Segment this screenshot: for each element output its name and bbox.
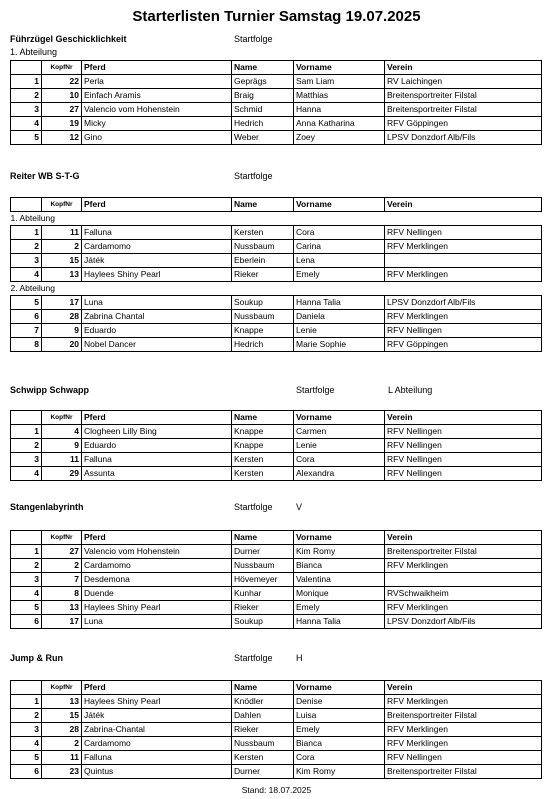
start-nr: 1 bbox=[11, 695, 42, 709]
kopf-nr: 23 bbox=[42, 765, 82, 779]
rider-surname: Kersten bbox=[232, 226, 294, 240]
header-verein: Verein bbox=[385, 411, 542, 425]
horse-name: Quintus bbox=[82, 765, 232, 779]
rider-firstname: Daniela bbox=[294, 310, 385, 324]
table-row bbox=[11, 425, 542, 439]
rider-firstname: Marie Sophie bbox=[294, 338, 385, 352]
rider-firstname: Emely bbox=[294, 601, 385, 615]
horse-name: Valencio vom Hohenstein bbox=[82, 103, 232, 117]
kopf-nr: 15 bbox=[42, 709, 82, 723]
rider-firstname: Kim Romy bbox=[294, 545, 385, 559]
rider-firstname: Lenie bbox=[294, 324, 385, 338]
club: RFV Nellingen bbox=[385, 439, 542, 453]
rider-firstname: Denise bbox=[294, 695, 385, 709]
section-title: Führzügel Geschicklichkeit bbox=[10, 34, 127, 44]
header-name: Name bbox=[232, 681, 294, 695]
club: RFV Nellingen bbox=[385, 751, 542, 765]
club: LPSV Donzdorf Alb/Fils bbox=[385, 131, 542, 145]
header-vorname: Vorname bbox=[294, 61, 385, 75]
kopf-nr: 2 bbox=[42, 737, 82, 751]
rider-surname: Soukup bbox=[232, 296, 294, 310]
table-row bbox=[11, 587, 542, 601]
table-row bbox=[11, 467, 542, 481]
club: RFV Merklingen bbox=[385, 268, 542, 282]
table-header bbox=[11, 531, 542, 545]
horse-name: Cardamomo bbox=[82, 240, 232, 254]
group-label: 1. Abteilung bbox=[10, 213, 55, 223]
header-vorname: Vorname bbox=[294, 411, 385, 425]
kopf-nr: 2 bbox=[42, 240, 82, 254]
kopf-nr: 13 bbox=[42, 601, 82, 615]
table-row bbox=[11, 338, 542, 352]
horse-name: Cardamomo bbox=[82, 559, 232, 573]
club: RFV Merklingen bbox=[385, 695, 542, 709]
club: RFV Merklingen bbox=[385, 559, 542, 573]
rider-surname: Braig bbox=[232, 89, 294, 103]
start-table bbox=[10, 410, 542, 481]
rider-firstname: Bianca bbox=[294, 559, 385, 573]
startfolge-label: Startfolge bbox=[296, 385, 335, 395]
club bbox=[385, 573, 542, 587]
footer-date: Stand: 18.07.2025 bbox=[241, 785, 312, 795]
club: RFV Merklingen bbox=[385, 601, 542, 615]
kopf-nr: 8 bbox=[42, 587, 82, 601]
section-title: Jump & Run bbox=[10, 653, 63, 663]
table-row bbox=[11, 601, 542, 615]
horse-name: Játék bbox=[82, 709, 232, 723]
horse-name: Duende bbox=[82, 587, 232, 601]
header-verein: Verein bbox=[385, 198, 542, 212]
header-empty bbox=[11, 531, 42, 545]
kopf-nr: 7 bbox=[42, 573, 82, 587]
startfolge-label: Startfolge bbox=[234, 653, 273, 663]
horse-name: Haylees Shiny Pearl bbox=[82, 695, 232, 709]
rider-firstname: Emely bbox=[294, 723, 385, 737]
club: RFV Nellingen bbox=[385, 324, 542, 338]
rider-surname: Nussbaum bbox=[232, 559, 294, 573]
start-nr: 4 bbox=[11, 467, 42, 481]
kopf-nr: 15 bbox=[42, 254, 82, 268]
rider-surname: Kunhar bbox=[232, 587, 294, 601]
start-table bbox=[10, 197, 542, 352]
rider-surname: Hedrich bbox=[232, 117, 294, 131]
horse-name: Einfach Aramis bbox=[82, 89, 232, 103]
rider-surname: Hedrich bbox=[232, 338, 294, 352]
table-header bbox=[11, 681, 542, 695]
rider-surname: Rieker bbox=[232, 601, 294, 615]
table-row bbox=[11, 268, 542, 282]
start-nr: 2 bbox=[11, 439, 42, 453]
club: Breitensportreiter Filstal bbox=[385, 89, 542, 103]
rider-surname: Nussbaum bbox=[232, 240, 294, 254]
start-nr: 3 bbox=[11, 573, 42, 587]
rider-surname: Nussbaum bbox=[232, 737, 294, 751]
club: RFV Merklingen bbox=[385, 723, 542, 737]
header-kopfnr: KopfNr bbox=[42, 411, 82, 425]
club: Breitensportreiter Filstal bbox=[385, 709, 542, 723]
table-row bbox=[11, 545, 542, 559]
horse-name: Assunta bbox=[82, 467, 232, 481]
rider-firstname: Carina bbox=[294, 240, 385, 254]
horse-name: Haylees Shiny Pearl bbox=[82, 601, 232, 615]
start-table bbox=[10, 530, 542, 629]
club: RFV Nellingen bbox=[385, 467, 542, 481]
kopf-nr: 2 bbox=[42, 559, 82, 573]
start-nr: 2 bbox=[11, 240, 42, 254]
startfolge-label: Startfolge bbox=[234, 34, 273, 44]
rider-surname: Hövemeyer bbox=[232, 573, 294, 587]
club: Breitensportreiter Filstal bbox=[385, 765, 542, 779]
start-nr: 4 bbox=[11, 587, 42, 601]
club: RFV Göppingen bbox=[385, 338, 542, 352]
start-nr: 5 bbox=[11, 296, 42, 310]
rider-surname: Geprägs bbox=[232, 75, 294, 89]
table-row bbox=[11, 695, 542, 709]
table-row bbox=[11, 573, 542, 587]
header-name: Name bbox=[232, 198, 294, 212]
start-nr: 3 bbox=[11, 254, 42, 268]
kopf-nr: 28 bbox=[42, 310, 82, 324]
table-row bbox=[11, 615, 542, 629]
club: RFV Nellingen bbox=[385, 453, 542, 467]
start-nr: 6 bbox=[11, 615, 42, 629]
start-nr: 6 bbox=[11, 765, 42, 779]
horse-name: Luna bbox=[82, 615, 232, 629]
table-row bbox=[11, 89, 542, 103]
kopf-nr: 29 bbox=[42, 467, 82, 481]
kopf-nr: 13 bbox=[42, 268, 82, 282]
start-nr: 3 bbox=[11, 453, 42, 467]
start-nr: 3 bbox=[11, 723, 42, 737]
table-row bbox=[11, 75, 542, 89]
kopf-nr: 17 bbox=[42, 296, 82, 310]
start-nr: 1 bbox=[11, 545, 42, 559]
start-nr: 7 bbox=[11, 324, 42, 338]
startfolge-value: H bbox=[296, 653, 303, 663]
kopf-nr: 27 bbox=[42, 103, 82, 117]
header-empty bbox=[11, 411, 42, 425]
table-row bbox=[11, 709, 542, 723]
kopf-nr: 28 bbox=[42, 723, 82, 737]
start-nr: 8 bbox=[11, 338, 42, 352]
club: Breitensportreiter Filstal bbox=[385, 545, 542, 559]
section-title: Schwipp Schwapp bbox=[10, 385, 90, 395]
table-row bbox=[11, 296, 542, 310]
section-title: Reiter WB S-T-G bbox=[10, 171, 80, 181]
rider-surname: Durner bbox=[232, 545, 294, 559]
kopf-nr: 4 bbox=[42, 425, 82, 439]
header-name: Name bbox=[232, 531, 294, 545]
rider-firstname: Cora bbox=[294, 751, 385, 765]
table-row bbox=[11, 559, 542, 573]
start-nr: 2 bbox=[11, 89, 42, 103]
header-name: Name bbox=[232, 411, 294, 425]
start-nr: 2 bbox=[11, 559, 42, 573]
table-header bbox=[11, 61, 542, 75]
table-header bbox=[11, 411, 542, 425]
rider-firstname: Lena bbox=[294, 254, 385, 268]
rider-firstname: Lenie bbox=[294, 439, 385, 453]
rider-surname: Durner bbox=[232, 765, 294, 779]
kopf-nr: 12 bbox=[42, 131, 82, 145]
header-pferd: Pferd bbox=[82, 681, 232, 695]
rider-surname: Nussbaum bbox=[232, 310, 294, 324]
header-empty bbox=[11, 198, 42, 212]
start-nr: 4 bbox=[11, 268, 42, 282]
club: RFV Merklingen bbox=[385, 240, 542, 254]
header-name: Name bbox=[232, 61, 294, 75]
rider-surname: Knappe bbox=[232, 439, 294, 453]
rider-firstname: Hanna Talia bbox=[294, 296, 385, 310]
header-kopfnr: KopfNr bbox=[42, 681, 82, 695]
club: LPSV Donzdorf Alb/Fils bbox=[385, 296, 542, 310]
table-row bbox=[11, 737, 542, 751]
club: RVSchwaikheim bbox=[385, 587, 542, 601]
horse-name: Eduardo bbox=[82, 324, 232, 338]
table-row bbox=[11, 240, 542, 254]
kopf-nr: 13 bbox=[42, 695, 82, 709]
rider-surname: Weber bbox=[232, 131, 294, 145]
section-title: Stangenlabyrinth bbox=[10, 502, 84, 512]
rider-firstname: Anna Katharina bbox=[294, 117, 385, 131]
start-table bbox=[10, 680, 542, 779]
start-nr: 4 bbox=[11, 737, 42, 751]
header-kopfnr: KopfNr bbox=[42, 61, 82, 75]
horse-name: Gino bbox=[82, 131, 232, 145]
header-kopfnr: KopfNr bbox=[42, 531, 82, 545]
table-row bbox=[11, 439, 542, 453]
start-nr: 3 bbox=[11, 103, 42, 117]
header-pferd: Pferd bbox=[82, 411, 232, 425]
rider-surname: Soukup bbox=[232, 615, 294, 629]
startfolge-value: L Abteilung bbox=[388, 385, 433, 395]
rider-surname: Dahlen bbox=[232, 709, 294, 723]
startfolge-label: Startfolge bbox=[234, 171, 273, 181]
startfolge-label: Startfolge bbox=[234, 502, 273, 512]
rider-surname: Eberlein bbox=[232, 254, 294, 268]
header-verein: Verein bbox=[385, 681, 542, 695]
rider-surname: Knappe bbox=[232, 425, 294, 439]
header-verein: Verein bbox=[385, 61, 542, 75]
table-row bbox=[11, 765, 542, 779]
horse-name: Valencio vom Hohenstein bbox=[82, 545, 232, 559]
table-row bbox=[11, 310, 542, 324]
club bbox=[385, 254, 542, 268]
horse-name: Zabrina-Chantal bbox=[82, 723, 232, 737]
rider-firstname: Zoey bbox=[294, 131, 385, 145]
rider-firstname: Alexandra bbox=[294, 467, 385, 481]
kopf-nr: 22 bbox=[42, 75, 82, 89]
horse-name: Desdemona bbox=[82, 573, 232, 587]
header-pferd: Pferd bbox=[82, 61, 232, 75]
table-header bbox=[11, 198, 542, 212]
rider-firstname: Luisa bbox=[294, 709, 385, 723]
rider-firstname: Bianca bbox=[294, 737, 385, 751]
horse-name: Falluna bbox=[82, 751, 232, 765]
kopf-nr: 20 bbox=[42, 338, 82, 352]
start-nr: 1 bbox=[11, 425, 42, 439]
horse-name: Játék bbox=[82, 254, 232, 268]
start-nr: 6 bbox=[11, 310, 42, 324]
rider-firstname: Carmen bbox=[294, 425, 385, 439]
horse-name: Falluna bbox=[82, 453, 232, 467]
horse-name: Nobel Dancer bbox=[82, 338, 232, 352]
start-nr: 5 bbox=[11, 751, 42, 765]
horse-name: Eduardo bbox=[82, 439, 232, 453]
group-label-row bbox=[11, 282, 542, 296]
rider-firstname: Cora bbox=[294, 453, 385, 467]
header-verein: Verein bbox=[385, 531, 542, 545]
table-row bbox=[11, 103, 542, 117]
rider-surname: Schmid bbox=[232, 103, 294, 117]
horse-name: Cardamomo bbox=[82, 737, 232, 751]
header-vorname: Vorname bbox=[294, 531, 385, 545]
rider-surname: Rieker bbox=[232, 723, 294, 737]
rider-firstname: Hanna bbox=[294, 103, 385, 117]
page-title: Starterlisten Turnier Samstag 19.07.2025 bbox=[132, 8, 421, 25]
group-label: 1. Abteilung bbox=[10, 47, 58, 57]
kopf-nr: 17 bbox=[42, 615, 82, 629]
header-vorname: Vorname bbox=[294, 198, 385, 212]
rider-surname: Knappe bbox=[232, 324, 294, 338]
rider-firstname: Valentina bbox=[294, 573, 385, 587]
start-nr: 1 bbox=[11, 226, 42, 240]
kopf-nr: 10 bbox=[42, 89, 82, 103]
table-row bbox=[11, 751, 542, 765]
table-row bbox=[11, 324, 542, 338]
start-nr: 4 bbox=[11, 117, 42, 131]
rider-surname: Kersten bbox=[232, 467, 294, 481]
table-row bbox=[11, 131, 542, 145]
group-label: 2. Abteilung bbox=[10, 283, 55, 293]
header-vorname: Vorname bbox=[294, 681, 385, 695]
rider-firstname: Kim Romy bbox=[294, 765, 385, 779]
start-nr: 5 bbox=[11, 601, 42, 615]
horse-name: Zabrina Chantal bbox=[82, 310, 232, 324]
horse-name: Micky bbox=[82, 117, 232, 131]
kopf-nr: 9 bbox=[42, 439, 82, 453]
rider-firstname: Sam Liam bbox=[294, 75, 385, 89]
horse-name: Falluna bbox=[82, 226, 232, 240]
header-empty bbox=[11, 61, 42, 75]
kopf-nr: 11 bbox=[42, 751, 82, 765]
kopf-nr: 11 bbox=[42, 453, 82, 467]
rider-surname: Knödler bbox=[232, 695, 294, 709]
header-empty bbox=[11, 681, 42, 695]
club: RFV Nellingen bbox=[385, 226, 542, 240]
horse-name: Haylees Shiny Pearl bbox=[82, 268, 232, 282]
club: RFV Göppingen bbox=[385, 117, 542, 131]
club: RFV Nellingen bbox=[385, 425, 542, 439]
kopf-nr: 11 bbox=[42, 226, 82, 240]
rider-surname: Rieker bbox=[232, 268, 294, 282]
group-label-row bbox=[11, 212, 542, 226]
rider-surname: Kersten bbox=[232, 751, 294, 765]
start-nr: 5 bbox=[11, 131, 42, 145]
rider-firstname: Hanna Talia bbox=[294, 615, 385, 629]
header-pferd: Pferd bbox=[82, 531, 232, 545]
rider-firstname: Emely bbox=[294, 268, 385, 282]
startfolge-value: V bbox=[296, 502, 303, 512]
rider-surname: Kersten bbox=[232, 453, 294, 467]
start-nr: 1 bbox=[11, 75, 42, 89]
table-row bbox=[11, 117, 542, 131]
kopf-nr: 19 bbox=[42, 117, 82, 131]
table-row bbox=[11, 723, 542, 737]
club: LPSV Donzdorf Alb/Fils bbox=[385, 615, 542, 629]
rider-firstname: Cora bbox=[294, 226, 385, 240]
start-table bbox=[10, 60, 542, 145]
table-row bbox=[11, 453, 542, 467]
club: Breitensportreiter Filstal bbox=[385, 103, 542, 117]
horse-name: Luna bbox=[82, 296, 232, 310]
rider-firstname: Matthias bbox=[294, 89, 385, 103]
start-nr: 2 bbox=[11, 709, 42, 723]
rider-firstname: Monique bbox=[294, 587, 385, 601]
kopf-nr: 27 bbox=[42, 545, 82, 559]
club: RFV Merklingen bbox=[385, 310, 542, 324]
horse-name: Clogheen Lilly Bing bbox=[82, 425, 232, 439]
kopf-nr: 9 bbox=[42, 324, 82, 338]
table-row bbox=[11, 226, 542, 240]
club: RFV Merklingen bbox=[385, 737, 542, 751]
horse-name: Perla bbox=[82, 75, 232, 89]
club: RV Laichingen bbox=[385, 75, 542, 89]
header-kopfnr: KopfNr bbox=[42, 198, 82, 212]
table-row bbox=[11, 254, 542, 268]
header-pferd: Pferd bbox=[82, 198, 232, 212]
